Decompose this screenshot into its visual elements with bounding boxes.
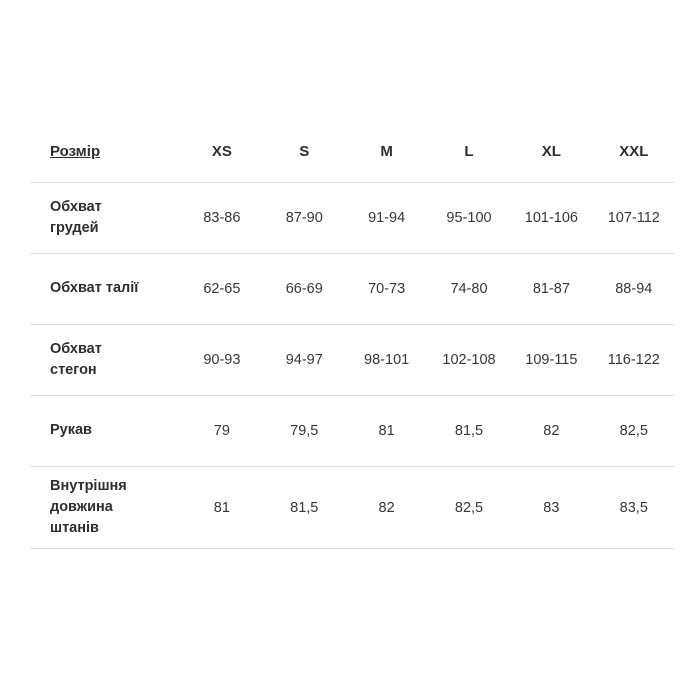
cell-hips-l: 102-108 <box>428 325 510 396</box>
table-row <box>30 254 675 325</box>
cell-hips-xl: 109-115 <box>510 325 592 396</box>
cell-chest-m: 91-94 <box>345 183 427 254</box>
cell-sleeve-s: 79,5 <box>263 396 345 467</box>
header-size-label-text: Розмір <box>50 142 101 160</box>
row-label-inseam <box>30 467 181 549</box>
cell-sleeve-l: 81,5 <box>428 396 510 467</box>
row-label-waist <box>30 254 181 325</box>
row-label-line: Обхват <box>50 340 102 357</box>
table-row <box>30 183 675 254</box>
cell-chest-s: 87-90 <box>263 183 345 254</box>
cell-chest-xs: 83-86 <box>181 183 263 254</box>
row-label-line: довжина <box>50 498 113 515</box>
header-col-xxl: XXL <box>593 120 675 183</box>
cell-inseam-m: 82 <box>345 467 427 549</box>
header-col-xl: XL <box>510 120 592 183</box>
header-size-label <box>30 120 181 183</box>
cell-inseam-s: 81,5 <box>263 467 345 549</box>
row-label-line: стегон <box>50 362 97 378</box>
row-label-hips <box>30 325 181 396</box>
row-label-line: Внутрішня <box>50 477 127 494</box>
cell-inseam-xl: 83 <box>510 467 592 549</box>
table-header-row <box>30 120 675 183</box>
cell-waist-s: 66-69 <box>263 254 345 325</box>
cell-hips-s: 94-97 <box>263 325 345 396</box>
cell-inseam-xxl: 83,5 <box>593 467 675 549</box>
cell-chest-xl: 101-106 <box>510 183 592 254</box>
cell-sleeve-xl: 82 <box>510 396 592 467</box>
size-table-body <box>30 183 675 549</box>
cell-sleeve-xs: 79 <box>181 396 263 467</box>
size-table-head <box>30 120 675 183</box>
cell-hips-m: 98-101 <box>345 325 427 396</box>
row-label-line: Обхват <box>50 198 102 215</box>
header-col-s: S <box>263 120 345 183</box>
cell-waist-m: 70-73 <box>345 254 427 325</box>
cell-waist-xs: 62-65 <box>181 254 263 325</box>
row-label-sleeve <box>30 396 181 467</box>
row-label-line: грудей <box>50 220 99 236</box>
cell-chest-l: 95-100 <box>428 183 510 254</box>
row-label-line: Рукав <box>50 422 92 439</box>
header-col-xs: XS <box>181 120 263 183</box>
row-label-chest <box>30 183 181 254</box>
header-col-l: L <box>428 120 510 183</box>
cell-sleeve-xxl: 82,5 <box>593 396 675 467</box>
cell-chest-xxl: 107-112 <box>593 183 675 254</box>
row-label-line: Обхват талії <box>50 280 139 297</box>
table-row <box>30 325 675 396</box>
cell-waist-xl: 81-87 <box>510 254 592 325</box>
cell-waist-l: 74-80 <box>428 254 510 325</box>
cell-hips-xs: 90-93 <box>181 325 263 396</box>
cell-inseam-l: 82,5 <box>428 467 510 549</box>
table-row <box>30 467 675 549</box>
table-row <box>30 396 675 467</box>
row-label-line: штанів <box>50 520 99 536</box>
cell-hips-xxl: 116-122 <box>593 325 675 396</box>
cell-sleeve-m: 81 <box>345 396 427 467</box>
cell-inseam-xs: 81 <box>181 467 263 549</box>
size-table <box>30 120 675 549</box>
cell-waist-xxl: 88-94 <box>593 254 675 325</box>
header-col-m: M <box>345 120 427 183</box>
size-table-container <box>30 120 675 549</box>
